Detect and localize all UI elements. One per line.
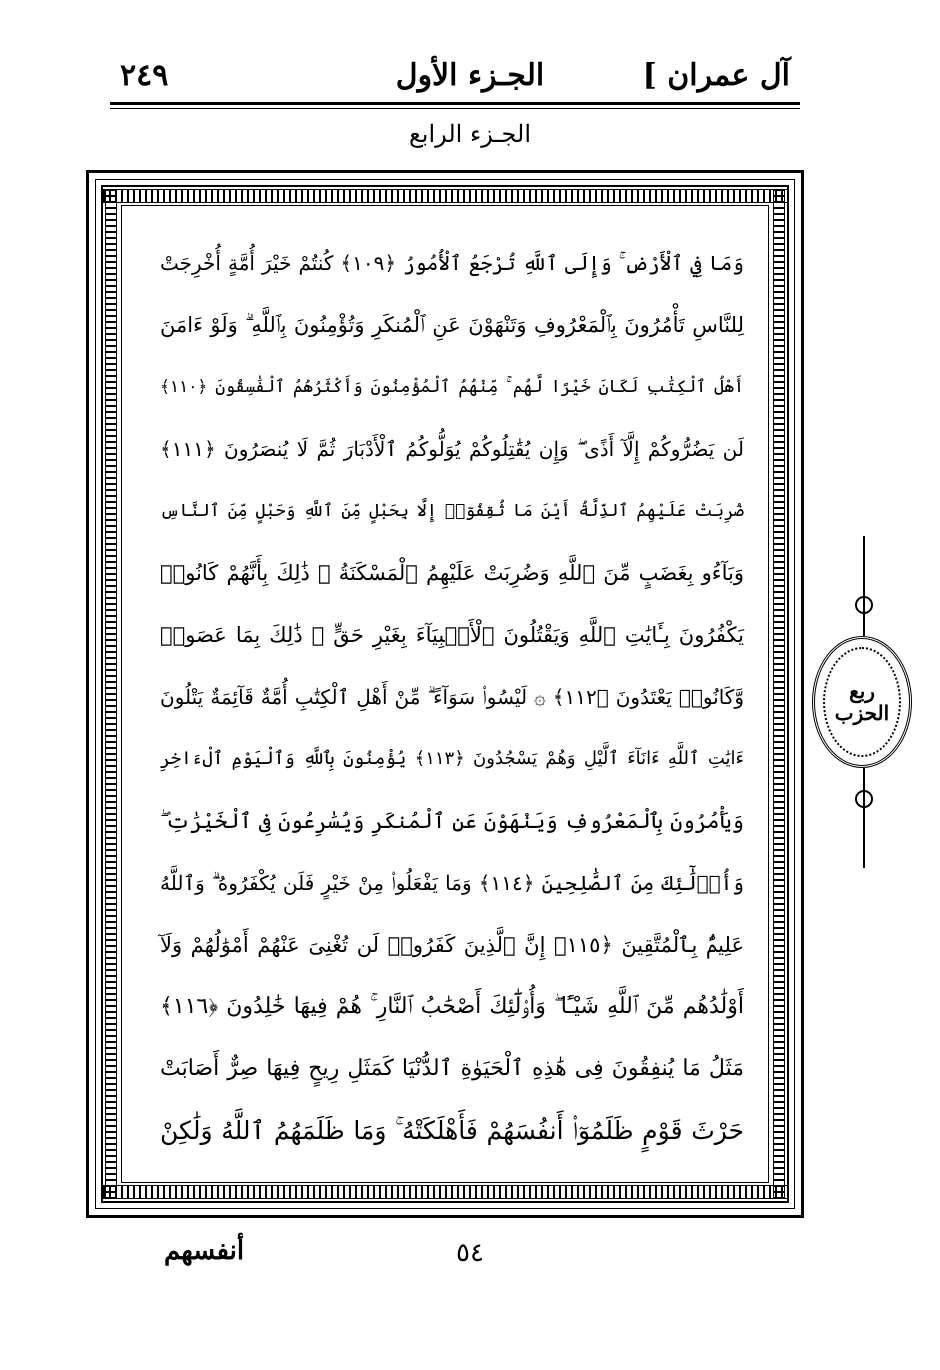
text-line-6: وَبَآءُو بِغَضَبٍ مِّنَ ٱللَّهِ وَضُرِبَتْ عَلَيْهِمُ ٱلْمَسْكَنَةُ ۚ ذَٰلِكَ بِأَنَّهُمْ كَانُوا۟	[160, 561, 744, 585]
hizb-quarter-marker	[808, 536, 920, 868]
quran-text-block	[160, 232, 744, 1162]
frame-top-ornament-band	[103, 189, 787, 203]
header-page-number: ٢٤٩	[120, 58, 169, 93]
header-surah-name: آل عمران ]	[642, 58, 790, 93]
text-line-8: وَّكَانُوا۟ يَعْتَدُونَ ﴿١١٢﴾ ۞ لَيْسُوا۟ سَوَآءً ۗ مِّنْ أَهْلِ ٱلْكِتَٰبِ أُمَّةٌ قَآئِمَةٌ يَتْلُونَ	[160, 685, 744, 709]
text-line-14: مَثَلُ مَا يُنفِقُونَ فِى هَٰذِهِ ٱلْحَيَوٰةِ ٱلدُّنْيَا كَمَثَلِ رِيحٍ فِيهَا صِرٌّ أَصَابَتْ	[160, 1056, 744, 1081]
text-line-15: حَرْثَ قَوْمٍ ظَلَمُوٓا۟ أَنفُسَهُمْ فَأَهْلَكَتْهُ ۚ وَمَا ظَلَمَهُمُ ٱللَّهُ وَلَٰكِنْ	[160, 1116, 744, 1145]
text-line-4: لَن يَضُرُّوكُمْ إِلَّآ أَذًى ۖ وَإِن يُقَٰتِلُوكُمْ يُوَلُّوكُمُ ٱلْأَدْبَارَ ثُمَّ لَا يُنصَرُونَ ﴿١١١﴾	[160, 437, 744, 461]
text-line-7: يَكْفُرُونَ بِـَٔايَٰتِ ٱللَّهِ وَيَقْتُلُونَ ٱلْأَنۢبِيَآءَ بِغَيْرِ حَقٍّ ۚ ذَٰلِكَ بِمَا عَصَوا۟	[160, 623, 744, 647]
text-line-11: وَأُو۟لَٰٓئِكَ مِنَ ٱلصَّٰلِحِينَ ﴿١١٤﴾ وَمَا يَفْعَلُوا۟ مِنْ خَيْرٍ فَلَن يُكْفَرُوهُ ۗ وَٱللَّهُ	[160, 871, 745, 895]
text-line-12: عَلِيمٌۢ بِٱلْمُتَّقِينَ ﴿١١٥﴾ إِنَّ ٱلَّذِينَ كَفَرُوا۟ لَن تُغْنِىَ عَنْهُمْ أَمْوَٰلُهُمْ وَلَآ	[160, 933, 744, 957]
footer-catchword: أنفسهم	[164, 1236, 245, 1266]
header-rule	[110, 102, 800, 105]
subheader-juz-label: الجـزء الرابع	[408, 120, 531, 148]
footer-page-number: ٥٤	[456, 1238, 484, 1268]
marker-medallion	[812, 636, 912, 768]
header-juz-title: الجـزء الأول	[395, 58, 545, 93]
text-line-13: أَوْلَٰدُهُم مِّنَ ٱللَّهِ شَيْـًٔا ۖ وَأُو۟لَٰٓئِكَ أَصْحَٰبُ ٱلنَّارِ ۚ هُمْ فِيهَا خَٰلِدُونَ ﴿١١٦﴾	[160, 994, 744, 1019]
marker-bottom-stem	[863, 768, 865, 868]
text-line-9: ءَايَٰتِ ٱللَّهِ ءَانَآءَ ٱلَّيْلِ وَهُمْ يَسْجُدُونَ ﴿١١٣﴾ يُؤْمِنُونَ بِٱللَّهِ وَٱلْيَوْمِ ٱلْءَاخِرِ	[160, 748, 744, 769]
header-rule-thin	[110, 108, 800, 109]
text-line-5: ضُرِبَتْ عَلَيْهِمُ ٱلذِّلَّةُ أَيْنَ مَا ثُقِفُوٓا۟ إِلَّا بِحَبْلٍ مِّنَ ٱللَّهِ وَحَبْلٍ مِّنَ ٱلنَّاسِ	[160, 501, 744, 521]
text-line-3: أَهْلُ ٱلْكِتَٰبِ لَكَانَ خَيْرًا لَّهُم ۚ مِّنْهُمُ ٱلْمُؤْمِنُونَ وَأَكْثَرُهُمُ ٱلْفَٰسِقُونَ ﴿١١٠﴾	[160, 377, 744, 397]
frame-right-ornament-band	[773, 189, 785, 1199]
marker-label: ربع الحزب	[834, 679, 890, 725]
text-line-1: وَمَا فِي ٱلْأَرْضِ ۚ وَإِلَى ٱللَّهِ تُرْجَعُ ٱلْأُمُورُ ﴿١٠٩﴾ كُنتُمْ خَيْرَ أُمَّةٍ أُخْرِجَتْ	[160, 251, 744, 275]
frame-bottom-ornament-band	[103, 1185, 787, 1199]
frame-left-ornament-band	[105, 189, 117, 1199]
marker-top-knot	[855, 596, 873, 614]
marker-top-stem	[863, 536, 865, 636]
text-line-10: وَيَأْمُرُونَ بِٱلْمَعْرُوفِ وَيَنْهَوْنَ عَنِ ٱلْمُنكَرِ وَيُسَٰرِعُونَ فِى ٱلْخَيْرَٰتِ ۖ	[160, 809, 744, 833]
text-line-2: لِلنَّاسِ تَأْمُرُونَ بِٱلْمَعْرُوفِ وَتَنْهَوْنَ عَنِ ٱلْمُنكَرِ وَتُؤْمِنُونَ بِٱللَّهِ ۗ وَلَوْ ءَامَنَ	[160, 313, 744, 337]
